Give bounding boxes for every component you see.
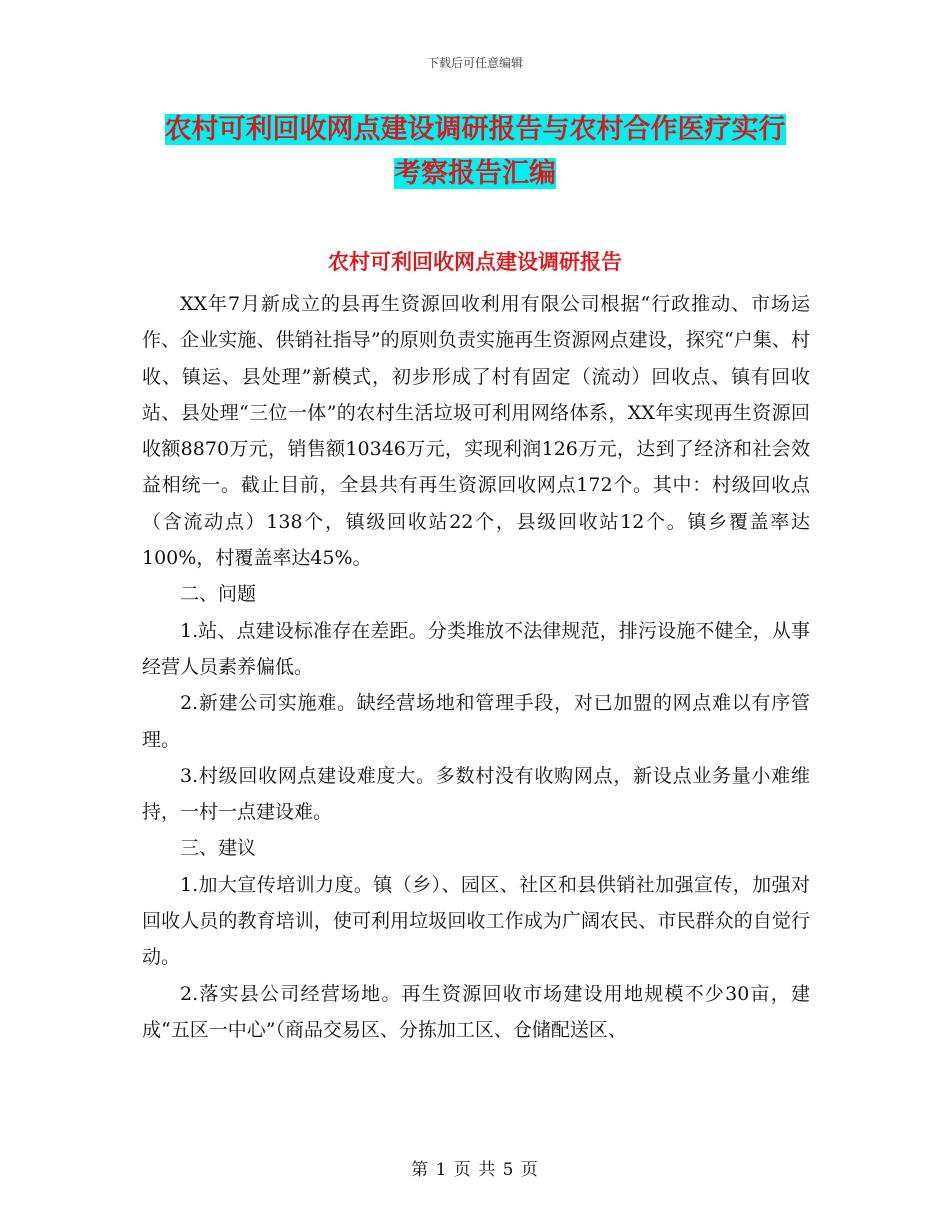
- heading-problems: 二、问题: [180, 583, 257, 606]
- paragraph: 1.加大宣传培训力度。镇（乡）、园区、社区和县供销社加强宣传，加强对回收人员的教育培训，使可利用垃圾回收工作成为广阔农民、市民群众的自觉行动。: [142, 873, 810, 969]
- header-note: 下载后可任意编辑: [426, 56, 523, 70]
- paragraph: 2.新建公司实施难。缺经营场地和管理手段，对已加盟的网点难以有序管理。: [142, 692, 810, 751]
- document-title: [140, 108, 810, 196]
- section-title: 农村可利回收网点建设调研报告: [328, 250, 622, 274]
- heading-suggestions: 三、建议: [180, 837, 257, 860]
- document-title-line-1: 农村可利回收网点建设调研报告与农村合作医疗实行: [164, 114, 786, 145]
- document-title-line-2: 考察报告汇编: [394, 158, 556, 189]
- paragraph: 2.落实县公司经营场地。再生资源回收市场建设用地规模不少30亩，建成“五区一中心”（商品交易区、分拣加工区、仓储配送区、: [142, 982, 810, 1041]
- paragraph: XX年7月新成立的县再生资源回收利用有限公司根据“行政推动、市场运作、企业实施、供销社指导”的原则负责实施再生资源网点建设，探究“户集、村收、镇运、县处理”新模式，初步形成了村有固定（流动）回收点、镇有回收站、县处理“三位一体”的农村生活垃圾可利用网络体系，XX年实现再生资源回收额8870万元，销售额10346万元，实现利润126万元，达到了经济和社会效益相统一。截止目前，全县共有再生资源回收网点172个。其中：村级回收点（含流动点）138个，镇级回收站22个，县级回收站12个。镇乡覆盖率达100%，村覆盖率达45%。: [142, 293, 810, 570]
- body-text: [142, 286, 810, 1048]
- paragraph: 3.村级回收网点建设难度大。多数村没有收购网点，新设点业务量小难维持，一村一点建设难。: [142, 764, 810, 824]
- paragraph: 1.站、点建设标准存在差距。分类堆放不法律规范，排污设施不健全，从事经营人员素养偏低。: [142, 619, 810, 678]
- page-number: 第 1 页 共 5 页: [411, 1160, 539, 1180]
